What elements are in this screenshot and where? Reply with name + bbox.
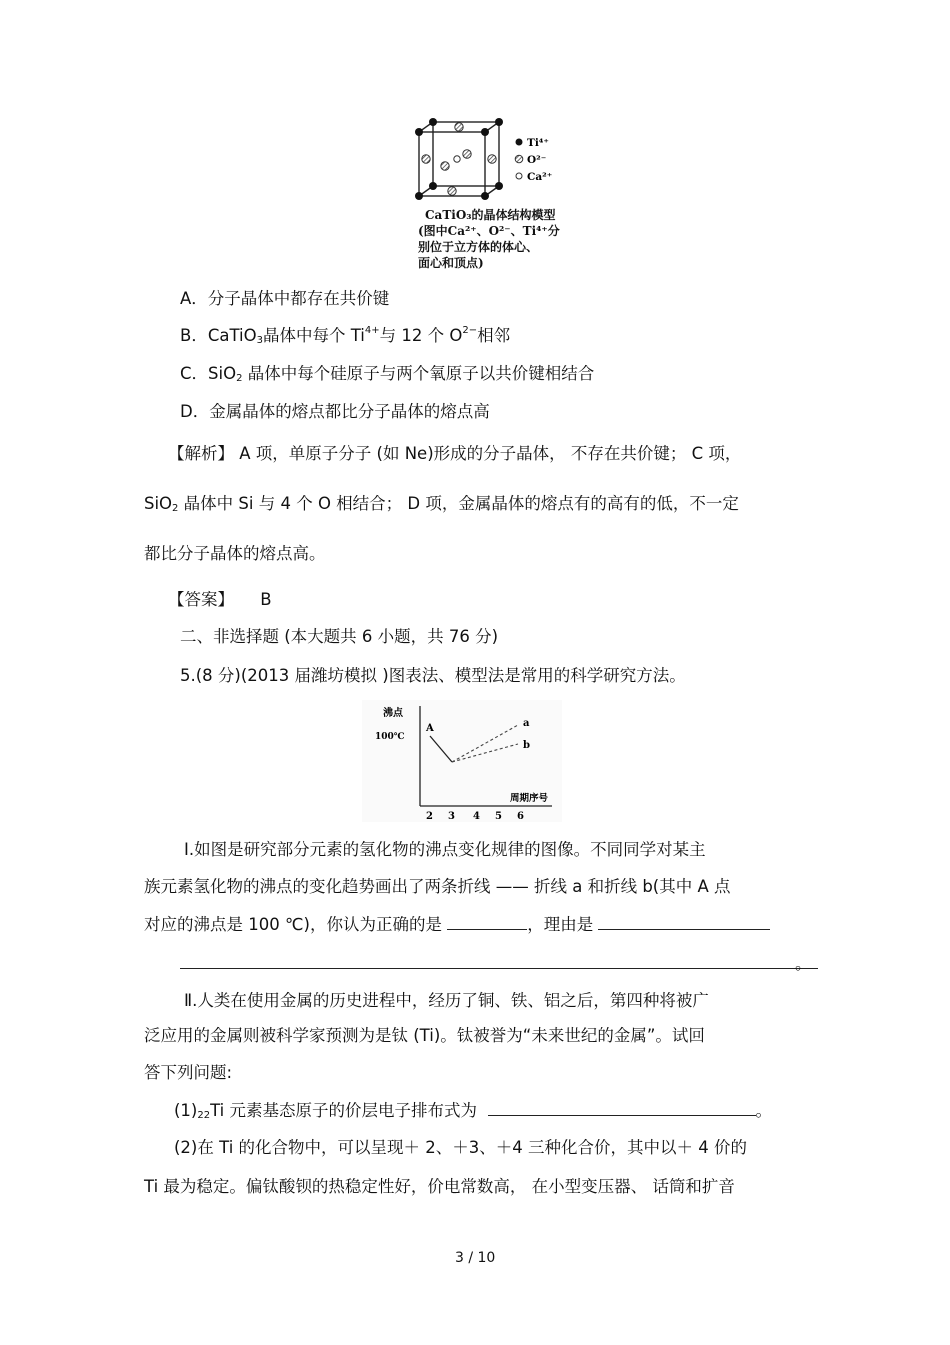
answer-value: B: [260, 590, 272, 609]
part2-line-2: 泛应用的金属则被科学家预测为是钛 (Ti)。钛被誉为“未来世纪的金属”。试回: [144, 1026, 705, 1045]
option-c: C．SiO$_2$ 晶体中每个硅原子与两个氧原子以共价键相结合: [180, 364, 595, 384]
option-d: D．金属晶体的熔点都比分子晶体的熔点高: [180, 402, 490, 421]
option-b: B．CaTiO$_3$晶体中每个 $Ti^{4+}$与 12 个 $O^{2-}$相邻: [180, 325, 511, 346]
figure-caption-line-4: 面心和顶点): [418, 256, 484, 270]
page-number: 3 / 10: [455, 1250, 496, 1266]
question-1: $(1)_{22}Ti$ 元素基态原子的价层电子排布式为 。: [174, 1101, 773, 1121]
series-b-label: b: [523, 740, 530, 751]
question-5-title: 5.(8 分)(2013 届潍坊模拟 )图表法、模型法是常用的科学研究方法。: [180, 666, 686, 685]
series-a-label: a: [523, 718, 530, 729]
ca-body-center-marker: [454, 156, 460, 162]
part1-line-3: 对应的沸点是 100 ℃)，你认为正确的是 ，理由是: [144, 913, 770, 936]
question-2-line-1: (2)在 Ti 的化合物中，可以呈现＋ 2、＋3、＋4 三种化合价，其中以＋ 4 价的: [174, 1138, 747, 1157]
part1-line-4-end: 。: [795, 954, 812, 973]
x-tick-label: 6: [517, 811, 524, 822]
answer-label: 【答案】: [168, 590, 234, 609]
option-a: A．分子晶体中都存在共价键: [180, 289, 390, 308]
y-reference-label: 100℃: [375, 732, 405, 742]
part1-line-1: Ⅰ.如图是研究部分元素的氢化物的沸点变化规律的图像。不同同学对某主: [184, 840, 706, 859]
x-tick-label: 3: [448, 811, 455, 822]
part1-line-2: 族元素氢化物的沸点的变化趋势画出了两条折线 —— 折线 a 和折线 b(其中 A 点: [144, 877, 731, 896]
question-2-line-2: Ti 最为稳定。偏钛酸钡的热稳定性好，价电常数高， 在小型变压器、 话筒和扩音: [144, 1177, 735, 1196]
answer-blank-reason[interactable]: [598, 913, 770, 930]
answer-blank-electron-config[interactable]: [488, 1099, 756, 1116]
analysis-line-2: SiO$_2$ 晶体中 Si 与 4 个 O 相结合； D 项，金属晶体的熔点有的高有的低，不一定: [144, 494, 739, 514]
figure-caption-line-1: CaTiO₃的晶体结构模型: [425, 208, 556, 222]
answer-blank-correct[interactable]: [447, 913, 527, 930]
part2-line-1: Ⅱ.人类在使用金属的历史进程中，经历了铜、铁、铝之后，第四种将被广: [184, 991, 709, 1010]
analysis-line-1: 【解析】 A 项，单原子分子 (如 Ne)形成的分子晶体， 不存在共价键； C 项，: [168, 444, 742, 463]
x-tick-label: 2: [426, 811, 433, 822]
section-heading: 二、非选择题 (本大题共 6 小题，共 76 分): [180, 627, 499, 646]
answer-line: [168, 589, 272, 611]
figure-caption-line-2: (图中Ca²⁺、O²⁻、Ti⁴⁺分: [418, 224, 560, 238]
x-axis-label: 周期序号: [510, 793, 549, 804]
boiling-point-chart: [362, 700, 562, 822]
answer-blank-reason-continued[interactable]: [180, 968, 818, 969]
legend-ca: Ca²⁺: [527, 171, 553, 183]
x-tick-label: 4: [473, 811, 480, 822]
figure-caption-line-3: 别位于立方体的体心、: [418, 240, 539, 254]
x-tick-label: 5: [495, 811, 502, 822]
point-a-label: A: [426, 723, 434, 734]
analysis-line-3: 都比分子晶体的熔点高。: [144, 544, 326, 563]
legend-o: O²⁻: [527, 154, 547, 166]
part2-line-3: 答下列问题:: [144, 1063, 233, 1082]
legend-ti: Ti⁴⁺: [527, 137, 549, 149]
y-axis-label: 沸点: [383, 708, 403, 719]
